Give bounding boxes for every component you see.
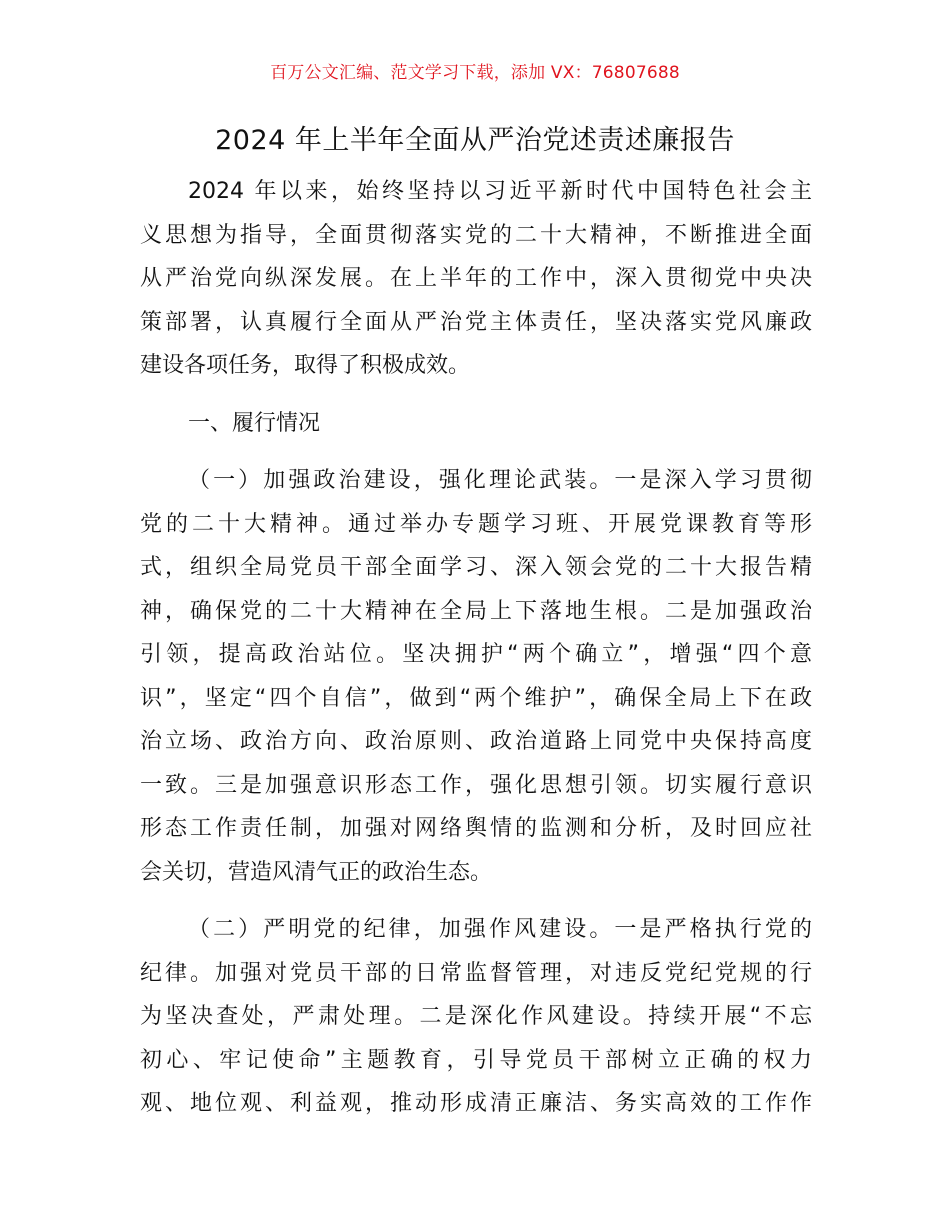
text-line: 建设各项任务，取得了积极成效。 <box>140 353 471 378</box>
text-line: 纪律。加强对党员干部的日常监督管理，对违反党纪党规的行 <box>140 960 812 986</box>
text-line: 观、地位观、利益观，推动形成清正廉洁、务实高效的工作作 <box>140 1091 812 1116</box>
document-title: 2024 年上半年全面从严治党述责述廉报告 <box>215 125 735 156</box>
text-line: （一）加强政治建设，强化理论武装。一是深入学习贯彻 <box>188 468 812 493</box>
text-line: 2024 年以来，始终坚持以习近平新时代中国特色社会主 <box>188 179 812 204</box>
paragraph-intro <box>140 170 812 388</box>
text-line: 引领，提高政治站位。坚决拥护“两个确立”，增强“四个意 <box>140 642 812 667</box>
text-line: 策部署，认真履行全面从严治党主体责任，坚决落实党风廉政 <box>140 309 812 335</box>
text-line: 治立场、政治方向、政治原则、政治道路上同党中央保持高度 <box>140 729 812 754</box>
text-line: 为坚决查处，严肃处理。二是深化作风建设。持续开展“不忘 <box>140 1004 812 1029</box>
text-line: （二）严明党的纪律，加强作风建设。一是严格执行党的 <box>188 917 812 942</box>
text-line: 识”，坚定“四个自信”，做到“两个维护”，确保全局上下在政 <box>140 685 812 711</box>
text-line: 神，确保党的二十大精神在全局上下落地生根。二是加强政治 <box>140 598 812 624</box>
document-body <box>140 170 812 1126</box>
text-line: 会关切，营造风清气正的政治生态。 <box>140 859 493 885</box>
text-line: 初心、牢记使命”主题教育，引导党员干部树立正确的权力 <box>140 1047 812 1073</box>
text-line: 形态工作责任制，加强对网络舆情的监测和分析，及时回应社 <box>140 816 812 841</box>
paragraph-political-building <box>140 459 812 894</box>
paragraph-discipline <box>140 908 812 1126</box>
text-line: 义思想为指导，全面贯彻落实党的二十大精神，不断推进全面 <box>140 222 812 248</box>
text-line: 党的二十大精神。通过举办专题学习班、开展党课教育等形 <box>140 511 812 537</box>
watermark-header: 百万公文汇编、范文学习下载，添加 VX：76807688 <box>270 63 680 83</box>
text-line: 从严治党向纵深发展。在上半年的工作中，深入贯彻党中央决 <box>140 266 812 291</box>
section-heading <box>140 402 812 446</box>
text-line: 式，组织全局党员干部全面学习、深入领会党的二十大报告精 <box>140 555 812 580</box>
text-line: 一致。三是加强意识形态工作，强化思想引领。切实履行意识 <box>140 772 812 798</box>
heading-text: 一、履行情况 <box>188 410 321 436</box>
